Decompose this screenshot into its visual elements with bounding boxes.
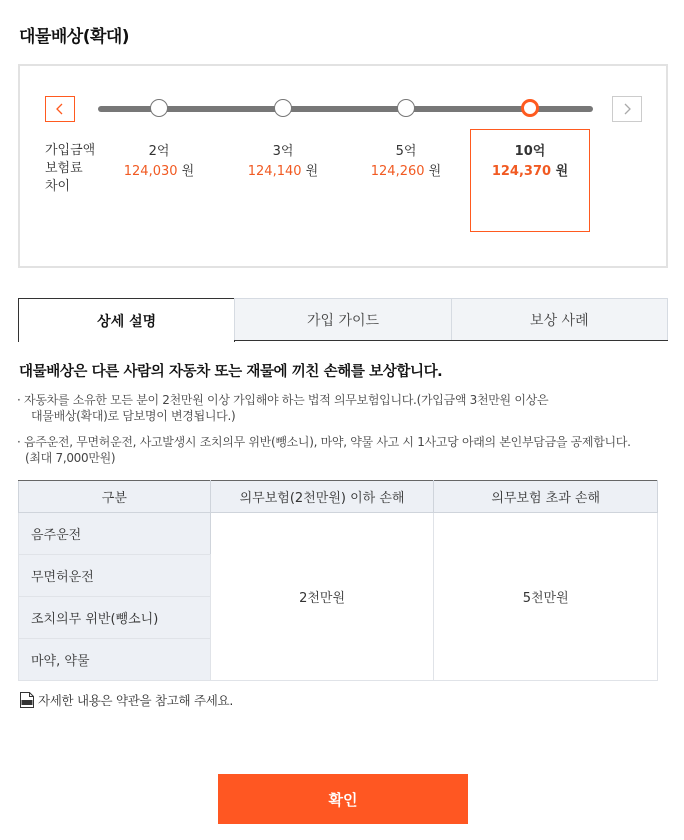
next-button[interactable] xyxy=(612,96,642,122)
bullet-line: · 음주운전, 무면허운전, 사고발생시 조치의무 위반(뺑소니), 마약, 약물 사고 시 1사고당 아래의 본인부담금을 공제합니다. xyxy=(17,435,631,449)
chevron-left-icon xyxy=(55,103,65,115)
option-price: 124,140 xyxy=(247,164,302,179)
value-cell: 2천만원 xyxy=(210,513,434,681)
bullet-line-cont: (최대 7,000만원) xyxy=(25,451,116,465)
chevron-right-icon xyxy=(622,103,632,115)
tab-guide[interactable]: 가입 가이드 xyxy=(234,298,451,340)
deductible-table xyxy=(18,480,658,681)
tab-detail[interactable]: 상세 설명 xyxy=(18,298,235,342)
prev-button[interactable] xyxy=(45,96,75,122)
option-amount: 5억 xyxy=(395,144,417,159)
option-amount: 2억 xyxy=(148,144,170,159)
slider-stop-10-selected[interactable] xyxy=(521,99,539,117)
table-header: 구분 xyxy=(19,481,211,513)
option-3[interactable] xyxy=(224,142,342,182)
slider-stop-5[interactable] xyxy=(397,99,415,117)
table-row xyxy=(19,513,658,555)
option-unit: 원 xyxy=(181,164,195,179)
bullet-item xyxy=(17,434,657,466)
row-header: 마약, 약물 xyxy=(19,639,211,681)
bullet-item xyxy=(17,392,657,424)
option-unit: 원 xyxy=(305,164,319,179)
terms-note-text: 자세한 내용은 약관을 참고해 주세요. xyxy=(38,693,233,708)
slider-stop-3[interactable] xyxy=(274,99,292,117)
tab-cases[interactable]: 보상 사례 xyxy=(451,298,668,340)
bullet-line-cont: 대물배상(확대)로 담보명이 변경됩니다.) xyxy=(31,409,236,423)
option-unit: 원 xyxy=(428,164,442,179)
row-header: 조치의무 위반(뺑소니) xyxy=(19,597,211,639)
option-price: 124,370 xyxy=(491,164,552,179)
row-header: 무면허운전 xyxy=(19,555,211,597)
table-header: 의무보험 초과 손해 xyxy=(434,481,658,513)
option-unit: 원 xyxy=(555,164,569,179)
option-price: 124,260 xyxy=(370,164,425,179)
page-title: 대물배상(확대) xyxy=(19,27,130,47)
option-2[interactable] xyxy=(100,142,218,182)
option-price: 124,030 xyxy=(123,164,178,179)
coverage-slider-panel xyxy=(18,64,668,268)
info-tabs xyxy=(18,298,668,341)
confirm-button[interactable]: 확인 xyxy=(218,774,468,824)
bullet-line: · 자동차를 소유한 모든 분이 2천만원 이상 가입해야 하는 법적 의무보험입니다.(가입금액 3천만원 이상은 xyxy=(17,393,549,407)
pdf-icon xyxy=(19,691,35,709)
row-header: 음주운전 xyxy=(19,513,211,555)
option-amount: 10억 xyxy=(514,144,546,159)
value-cell: 5천만원 xyxy=(434,513,658,681)
terms-note[interactable] xyxy=(19,691,233,709)
description-heading: 대물배상은 다른 사람의 자동차 또는 재물에 끼친 손해를 보상합니다. xyxy=(19,364,443,380)
row-label-text: 가입금액 보험료 차이 xyxy=(45,143,96,194)
option-5[interactable] xyxy=(347,142,465,182)
option-10[interactable] xyxy=(471,142,589,182)
option-amount: 3억 xyxy=(272,144,294,159)
table-header: 의무보험(2천만원) 이하 손해 xyxy=(210,481,434,513)
slider-track[interactable] xyxy=(98,106,593,112)
slider-stop-2[interactable] xyxy=(150,99,168,117)
